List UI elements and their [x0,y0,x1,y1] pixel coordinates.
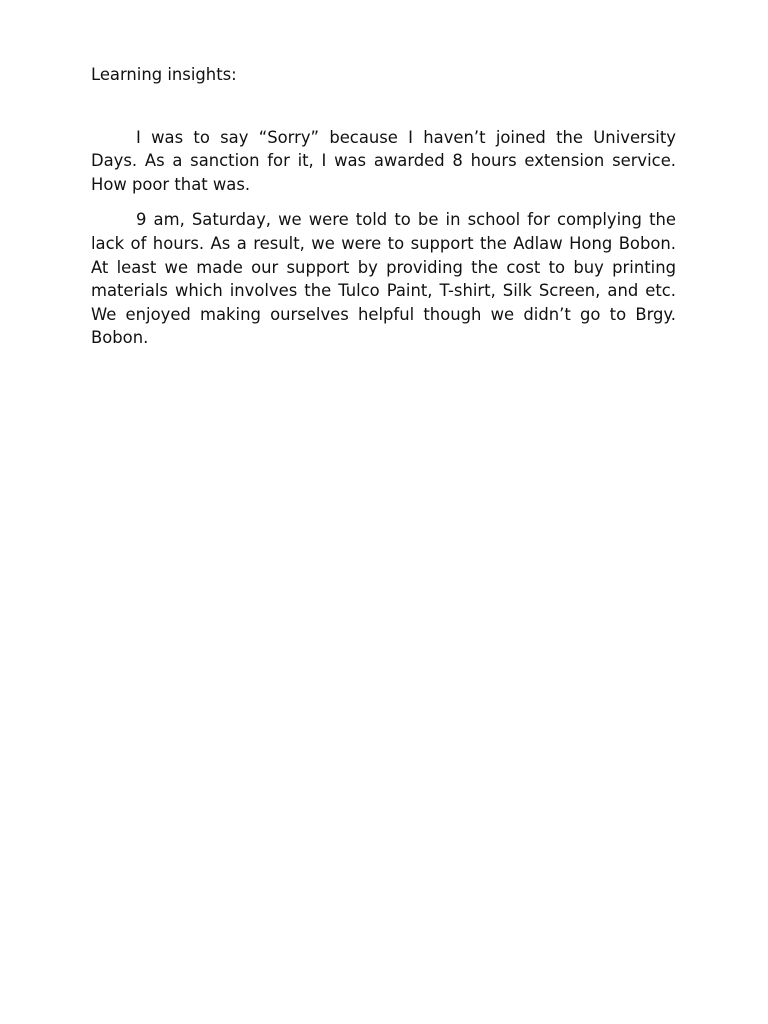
paragraph-saturday: 9 am, Saturday, we were told to be in school for complying the lack of hours. As a result, we were to support the Adlaw Hong Bobon. At least we made our support by providing the cost to buy printing materials which involves the Tulco Paint, T-shirt, Silk Screen, and etc. We enjoyed making ourselves helpful though we didn’t go to Brgy. Bobon. [91,210,676,348]
document-body [91,63,676,350]
section-heading: Learning insights: [91,65,237,84]
paragraph-sanction: I was to say “Sorry” because I haven’t joined the University Days. As a sanction for it, I was awarded 8 hours extension service. How poor that was. [91,127,676,194]
